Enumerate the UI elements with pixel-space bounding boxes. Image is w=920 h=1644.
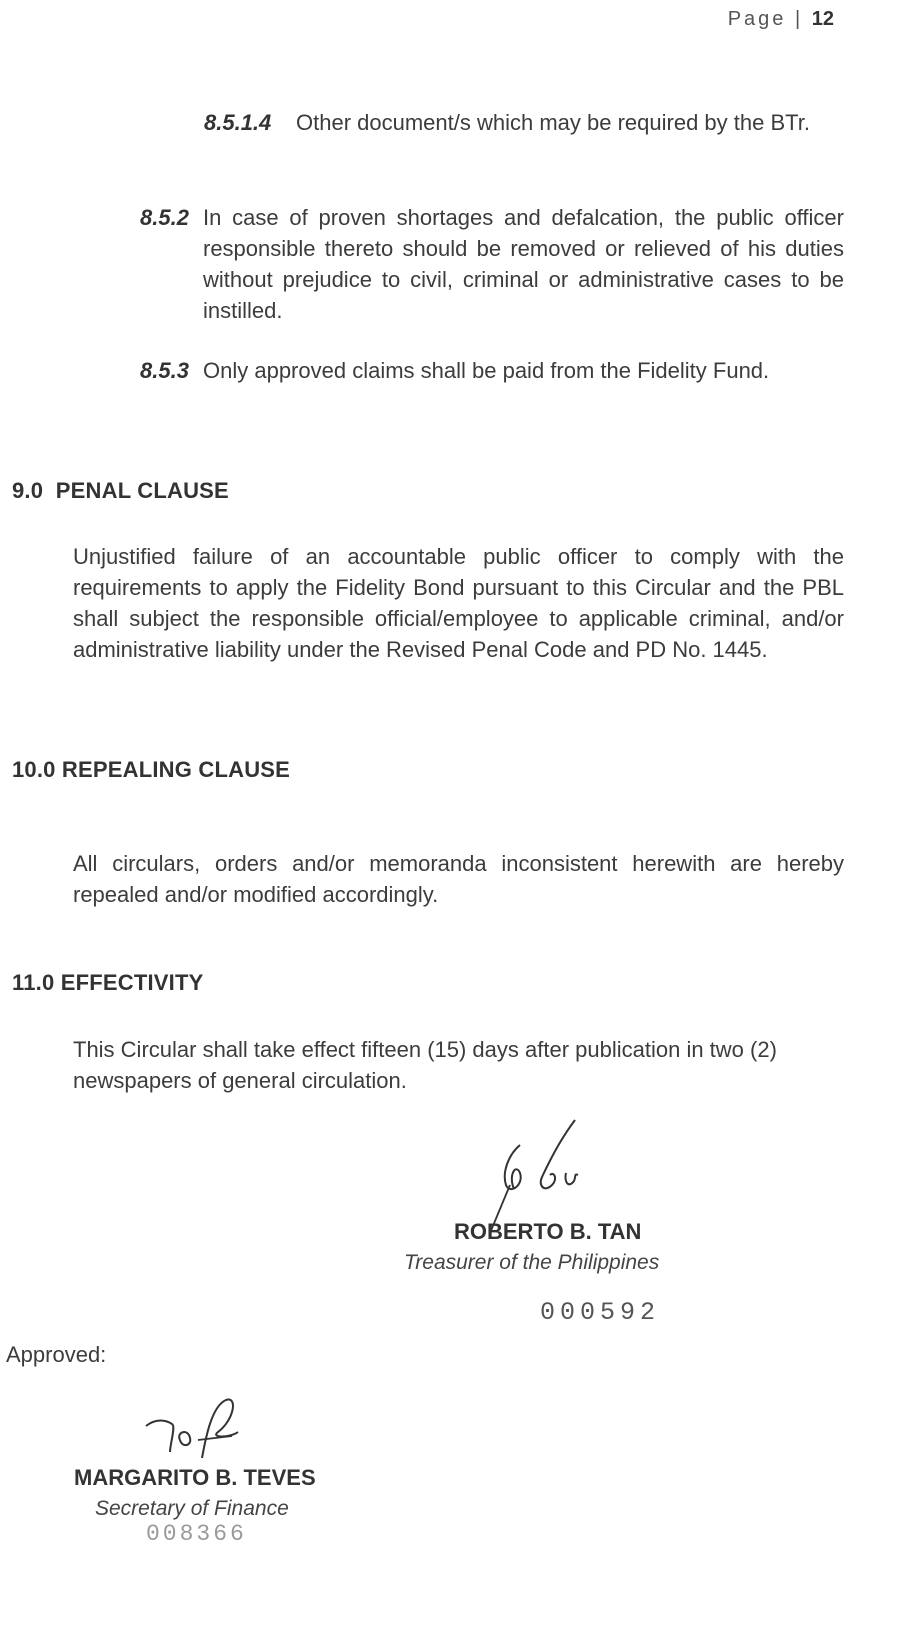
treasurer-name: ROBERTO B. TAN [454,1219,642,1244]
clause-8-5-1-4 [204,107,844,138]
section-heading-repealing: 10.0 REPEALING CLAUSE [12,757,291,782]
treasurer-title: Treasurer of the Philippines [404,1251,660,1274]
page-number [728,8,834,31]
finance-name: MARGARITO B. TEVES [74,1465,316,1490]
treasurer-signature [480,1115,590,1235]
finance-signature [142,1396,252,1466]
clause-8-5-2 [140,202,844,326]
treasurer-stamp-number: 000592 [540,1298,661,1327]
clause-number: 8.5.1.4 [204,110,272,135]
section-text-effectivity: This Circular shall take effect fifteen (15) days after publication in two (2) newspapers of general circulation. [73,1037,777,1093]
approved-label: Approved: [6,1342,107,1367]
section-heading-effectivity: 11.0 EFFECTIVITY [12,970,204,995]
page-separator: | [794,8,804,30]
clause-text: In case of proven shortages and defalcation, the public officer responsible thereto should be removed or relieved of his duties without prejudice to civil, criminal or administrative cases to be instilled. [203,205,844,323]
clause-number: 8.5.2 [140,205,189,230]
page-number-value: 12 [811,8,834,30]
section-text-repealing: All circulars, orders and/or memoranda inconsistent herewith are hereby repealed and/or modified accordingly. [73,851,844,907]
section-heading-penal: 9.0 PENAL CLAUSE [12,478,229,503]
finance-title: Secretary of Finance [95,1497,289,1520]
clause-text: Only approved claims shall be paid from the Fidelity Fund. [203,358,770,383]
clause-number: 8.5.3 [140,358,189,383]
finance-stamp-number: 008366 [146,1521,247,1547]
clause-text: Other document/s which may be required by the BTr. [296,110,810,135]
page-label: Page [727,8,787,30]
clause-8-5-3 [140,355,800,386]
section-text-penal: Unjustified failure of an accountable public officer to comply with the requirements to apply the Fidelity Bond pursuant to this Circular and the PBL shall subject the responsible official/employee to applicable criminal, and/or administrative liability under the Revised Penal Code and PD No. 1445. [73,544,844,662]
